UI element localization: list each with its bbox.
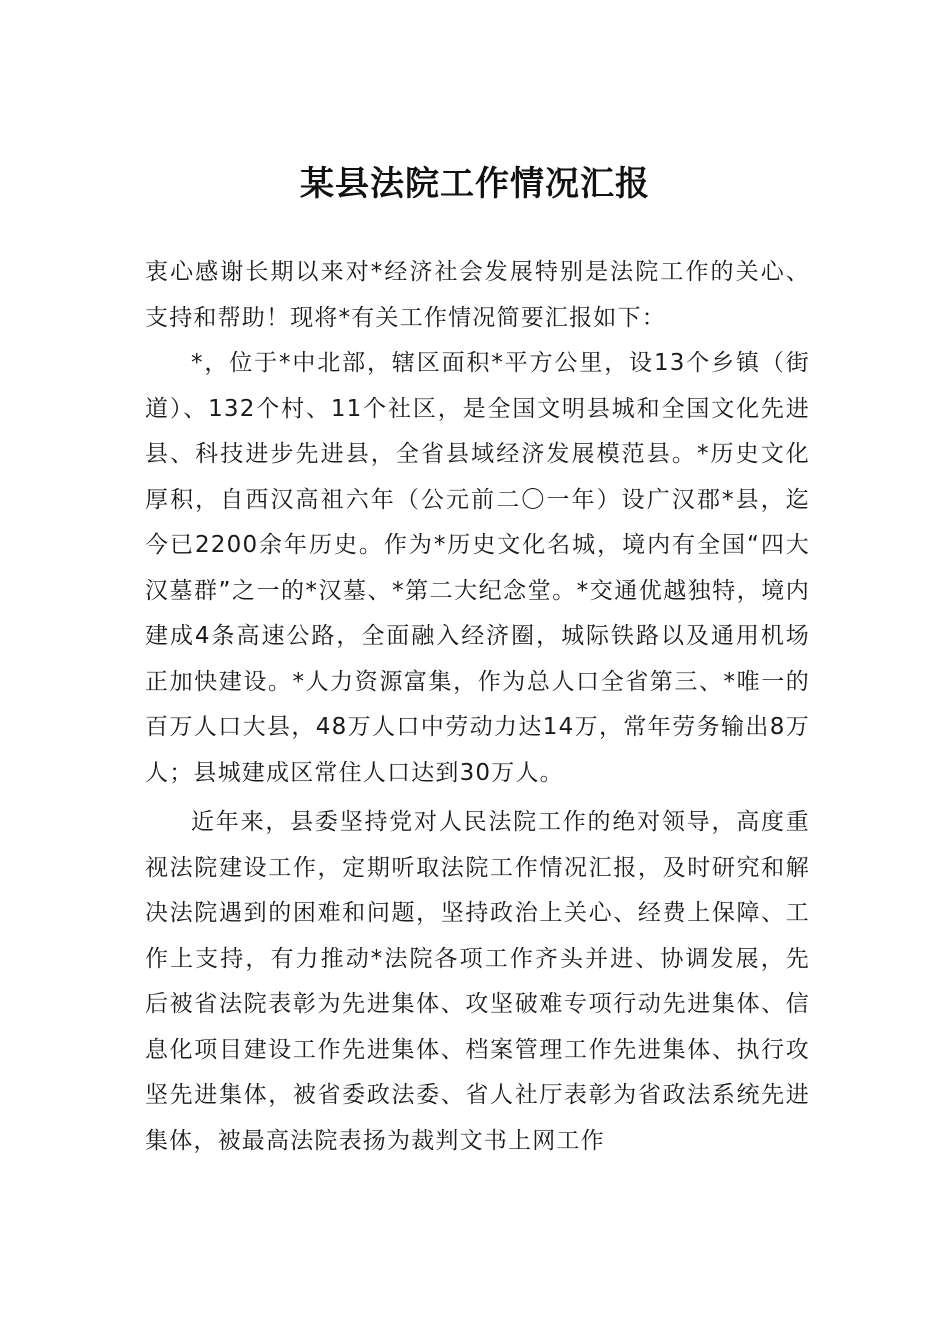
paragraph-intro: 衷心感谢长期以来对*经济社会发展特别是法院工作的关心、支持和帮助！现将*有关工作情况简要汇报如下： [145, 259, 810, 331]
document-title: 某县法院工作情况汇报 [300, 164, 650, 204]
paragraph-court-work: 近年来，县委坚持党对人民法院工作的绝对领导，高度重视法院建设工作，定期听取法院工作情况汇报，及时研究和解决法院遇到的困难和问题，坚持政治上关心、经费上保障、工作上支持，有力推动*法院各项工作齐头并进、协调发展，先后被省法院表彰为先进集体、攻坚破难专项行动先进集体、信息化项目建设工作先进集体、档案管理工作先进集体、执行攻坚先进集体，被省委政法委、省人社厅表彰为省政法系统先进集体，被最高法院表扬为裁判文书上网工作 [145, 809, 810, 1154]
paragraph-county-overview: *，位于*中北部，辖区面积*平方公里，设13个乡镇（街道）、132个村、11个社区，是全国文明县城和全国文化先进县、科技进步先进县，全省县域经济发展模范县。*历史文化厚积，自西汉高祖六年（公元前二〇一年）设广汉郡*县，迄今已2200余年历史。作为*历史文化名城，境内有全国“四大汉墓群”之一的*汉墓、*第二大纪念堂。*交通优越独特，境内建成4条高速公路，全面融入经济圈，城际铁路以及通用机场正加快建设。*人力资源富集，作为总人口全省第三、*唯一的百万人口大县，48万人口中劳动力达14万，常年劳务输出8万人；县城建成区常住人口达到30万人。 [145, 350, 810, 786]
document-body [145, 250, 810, 1164]
